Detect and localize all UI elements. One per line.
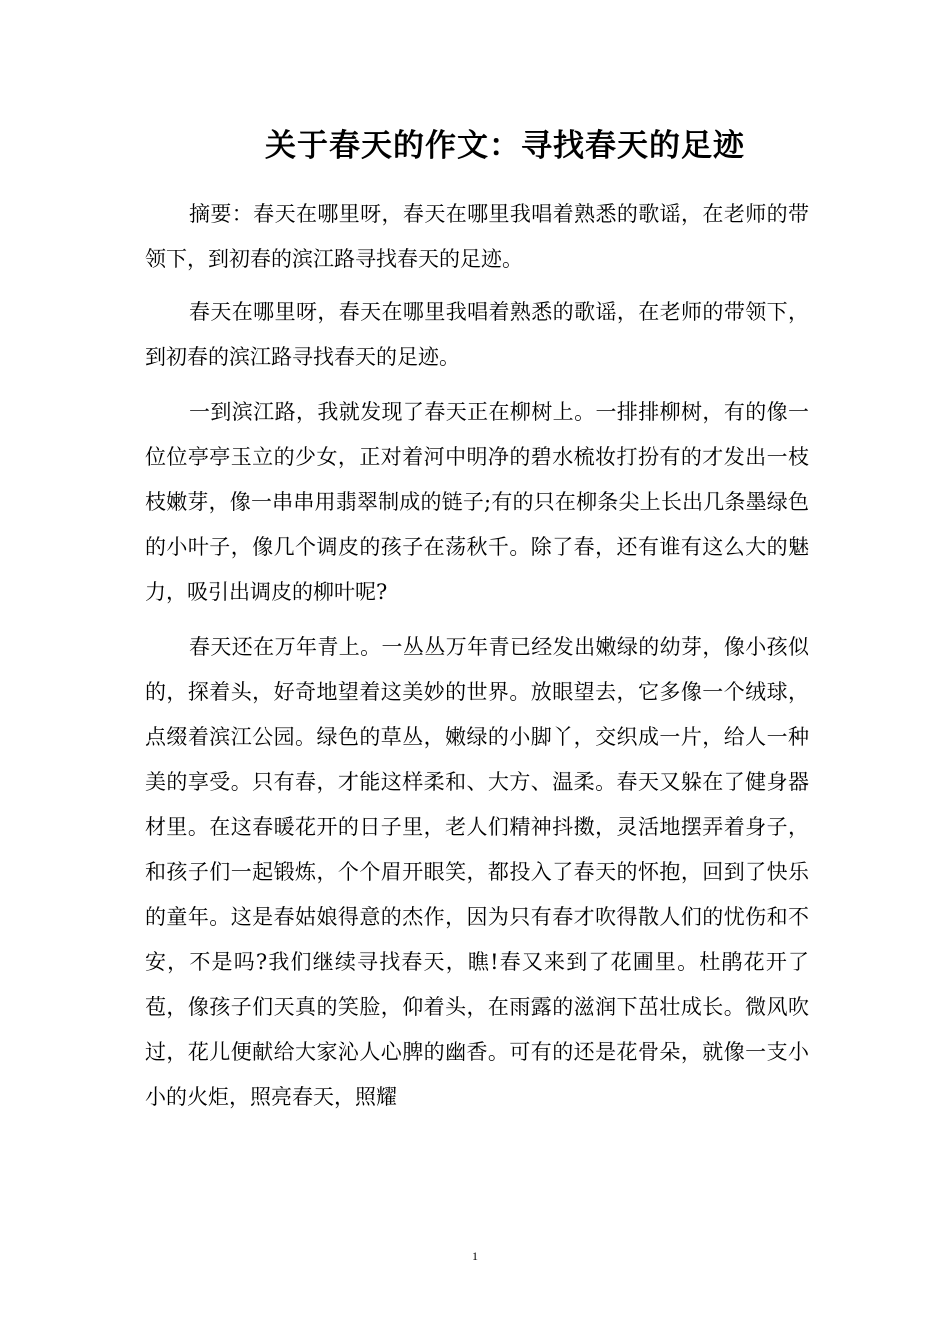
body-paragraph: 春天还在万年青上。一丛丛万年青已经发出嫩绿的幼芽，像小孩似的，探着头，好奇地望着这美妙的世界。放眼望去，它多像一个绒球，点缀着滨江公园。绿色的草丛，嫩绿的小脚丫，交织成一片，给人一种美的享受。只有春，才能这样柔和、大方、温柔。春天又躲在了健身器材里。在这春暖花开的日子里，老人们精神抖擞，灵活地摆弄着身子，和孩子们一起锻炼，个个眉开眼笑，都投入了春天的怀抱，回到了快乐的童年。这是春姑娘得意的杰作，因为只有春才吹得散人们的忧伤和不安，不是吗?我们继续寻找春天，瞧!春又来到了花圃里。杜鹃花开了苞，像孩子们天真的笑脸，仰着头，在雨露的滋润下茁壮成长。微风吹过，花儿便献给大家沁人心脾的幽香。可有的还是花骨朵，就像一支小小的火炬，照亮春天，照耀	[145, 635, 809, 1109]
body-paragraph: 一到滨江路，我就发现了春天正在柳树上。一排排柳树，有的像一位位亭亭玉立的少女，正对着河中明净的碧水梳妆打扮有的才发出一枝枝嫩芽，像一串串用翡翠制成的链子;有的只在柳条尖上长出几条墨绿色的小叶子，像几个调皮的孩子在荡秋千。除了春，还有谁有这么大的魅力，吸引出调皮的柳叶呢?	[145, 400, 809, 604]
page-number: 1	[472, 1249, 478, 1263]
body-paragraph: 春天在哪里呀，春天在哪里我唱着熟悉的歌谣，在老师的带领下，到初春的滨江路寻找春天的足迹。	[145, 300, 809, 369]
document-body	[145, 192, 809, 1130]
document-title: 关于春天的作文：寻找春天的足迹	[265, 128, 745, 164]
abstract-paragraph: 摘要：春天在哪里呀，春天在哪里我唱着熟悉的歌谣，在老师的带领下，到初春的滨江路寻找春天的足迹。	[145, 202, 809, 271]
